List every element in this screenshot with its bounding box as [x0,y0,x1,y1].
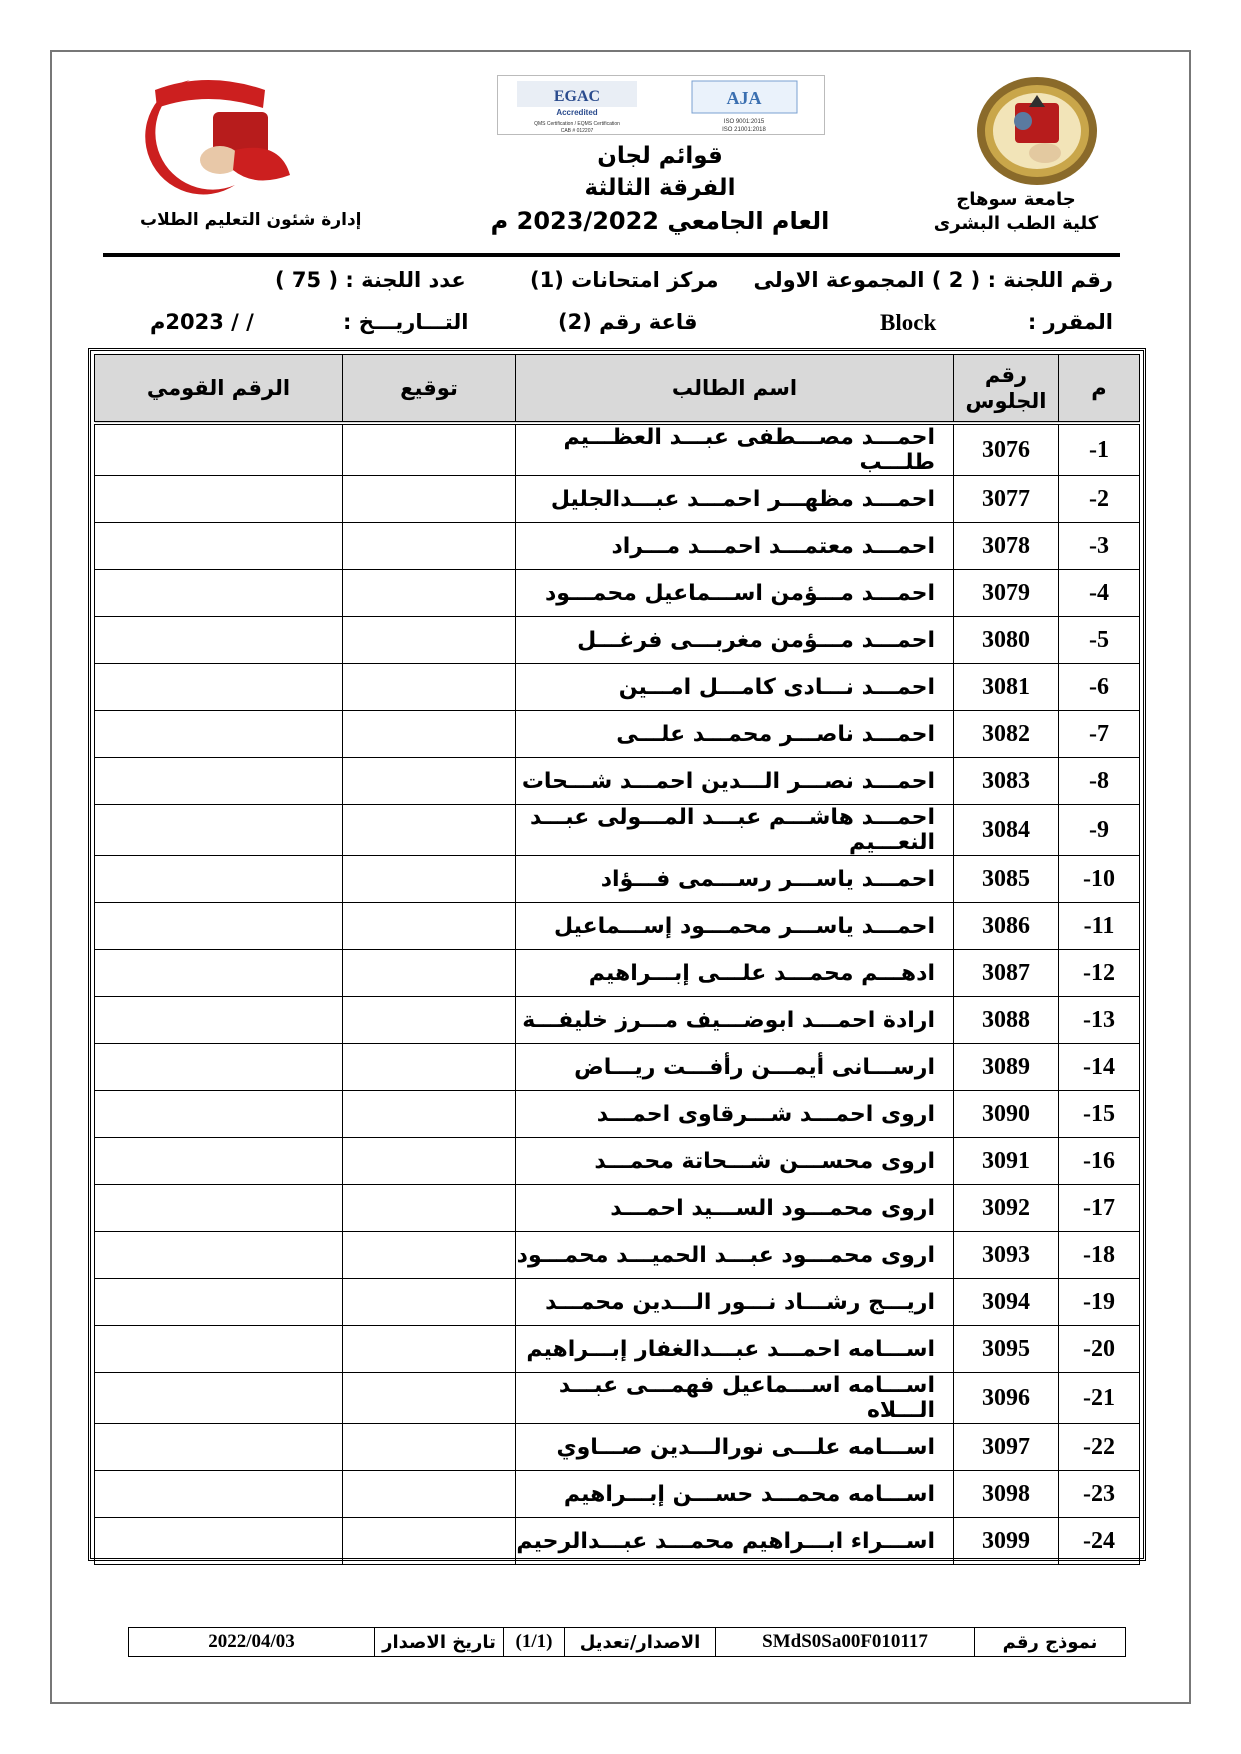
header-national-id: الرقم القومي [95,355,343,424]
row-student-name: احمـــد مـــؤمن اســـماعيل محمـــود [516,570,954,617]
row-serial: 10- [1059,856,1140,903]
table-row [95,758,1140,805]
row-national-id-cell[interactable] [95,758,343,805]
row-national-id-cell[interactable] [95,997,343,1044]
row-seat-number: 3084 [954,805,1059,856]
course-label: المقرر : [1027,310,1113,334]
table-row [95,1326,1140,1373]
row-student-name: اروى احمـــد شـــرقاوى احمـــد [516,1091,954,1138]
table-row [95,1518,1140,1565]
row-serial: 3- [1059,523,1140,570]
row-signature-cell[interactable] [343,664,516,711]
row-seat-number: 3079 [954,570,1059,617]
row-signature-cell[interactable] [343,523,516,570]
row-serial: 7- [1059,711,1140,758]
row-signature-cell[interactable] [343,805,516,856]
row-student-name: ارادة احمـــد ابوضـــيف مـــرز خليفـــة [516,997,954,1044]
row-student-name: اروى محمـــود الســـيد احمـــد [516,1185,954,1232]
table-row [95,476,1140,523]
row-seat-number: 3088 [954,997,1059,1044]
row-student-name: احمـــد مظهـــر احمـــد عبـــدالجليل [516,476,954,523]
form-footer [128,1627,1126,1657]
issue-date-label: تاريخ الاصدار [374,1628,503,1656]
table-row [95,856,1140,903]
row-national-id-cell[interactable] [95,950,343,997]
table-row [95,664,1140,711]
issue-value: (1/1) [503,1628,564,1656]
row-signature-cell[interactable] [343,1279,516,1326]
row-national-id-cell[interactable] [95,903,343,950]
form-number-label: نموذج رقم [974,1628,1125,1656]
row-national-id-cell[interactable] [95,664,343,711]
table-row [95,711,1140,758]
exam-center: مركز امتحانات (1) [530,268,719,292]
row-student-name: اســـامه علـــى نورالـــدين صـــاوي [516,1424,954,1471]
row-student-name: احمـــد هاشـــم عبـــد المـــولى عبـــد النعـــيم [516,805,954,856]
issue-label: الاصدار/تعديل [564,1628,715,1656]
svg-text:CAB # 012207: CAB # 012207 [560,128,594,134]
row-seat-number: 3081 [954,664,1059,711]
date-label: التـــاريـــخ : [343,310,469,334]
row-signature-cell[interactable] [343,950,516,997]
table-row [95,570,1140,617]
table-row [95,1232,1140,1279]
row-national-id-cell[interactable] [95,856,343,903]
header-student-name: اسم الطالب [516,355,954,424]
row-national-id-cell[interactable] [95,1091,343,1138]
row-national-id-cell[interactable] [95,1138,343,1185]
svg-text:AJA: AJA [726,88,762,108]
row-national-id-cell[interactable] [95,570,343,617]
row-seat-number: 3087 [954,950,1059,997]
row-student-name: احمـــد ياســـر محمـــود إســـماعيل [516,903,954,950]
row-student-name: احمـــد ياســـر رســـمى فـــؤاد [516,856,954,903]
row-national-id-cell[interactable] [95,423,343,476]
row-serial: 19- [1059,1279,1140,1326]
table-row [95,617,1140,664]
row-student-name: احمـــد نـــادى كامـــل امـــين [516,664,954,711]
row-seat-number: 3091 [954,1138,1059,1185]
row-seat-number: 3099 [954,1518,1059,1565]
row-seat-number: 3090 [954,1091,1059,1138]
row-national-id-cell[interactable] [95,1373,343,1424]
row-signature-cell[interactable] [343,1044,516,1091]
certification-badges [497,75,825,135]
svg-text:EGAC: EGAC [553,88,601,105]
row-seat-number: 3098 [954,1471,1059,1518]
row-student-name: اســـراء ابـــراهيم محمـــد عبـــدالرحيم [516,1518,954,1565]
row-national-id-cell[interactable] [95,1518,343,1565]
row-national-id-cell[interactable] [95,523,343,570]
table-row [95,1091,1140,1138]
table-row [95,1138,1140,1185]
row-serial: 12- [1059,950,1140,997]
table-header-row [95,355,1140,424]
row-signature-cell[interactable] [343,1471,516,1518]
row-signature-cell[interactable] [343,476,516,523]
header-signature: توقيع [343,355,516,424]
table-row [95,1424,1140,1471]
university-seal [975,75,1100,187]
row-serial: 14- [1059,1044,1140,1091]
row-serial: 13- [1059,997,1140,1044]
table-body [95,423,1140,1565]
table-row [95,1279,1140,1326]
row-serial: 1- [1059,423,1140,476]
row-serial: 16- [1059,1138,1140,1185]
row-seat-number: 3092 [954,1185,1059,1232]
table-row [95,1373,1140,1424]
row-student-name: احمـــد مصـــطفى عبـــد العظـــيم طلـــب [516,423,954,476]
row-signature-cell[interactable] [343,1518,516,1565]
row-seat-number: 3094 [954,1279,1059,1326]
row-national-id-cell[interactable] [95,1326,343,1373]
row-signature-cell[interactable] [343,1373,516,1424]
row-national-id-cell[interactable] [95,711,343,758]
row-serial: 6- [1059,664,1140,711]
row-seat-number: 3085 [954,856,1059,903]
row-serial: 18- [1059,1232,1140,1279]
row-signature-cell[interactable] [343,570,516,617]
row-national-id-cell[interactable] [95,1185,343,1232]
row-signature-cell[interactable] [343,997,516,1044]
table-row [95,805,1140,856]
row-seat-number: 3077 [954,476,1059,523]
row-seat-number: 3095 [954,1326,1059,1373]
row-national-id-cell[interactable] [95,805,343,856]
row-signature-cell[interactable] [343,1424,516,1471]
university-label: جامعة سوهاج [956,189,1076,210]
row-seat-number: 3086 [954,903,1059,950]
row-serial: 2- [1059,476,1140,523]
row-serial: 8- [1059,758,1140,805]
row-serial: 11- [1059,903,1140,950]
students-table-frame [88,348,1146,1561]
row-serial: 9- [1059,805,1140,856]
row-student-name: اروى محمـــود عبـــد الحميـــد محمـــود [516,1232,954,1279]
table-row [95,1185,1140,1232]
row-signature-cell[interactable] [343,1185,516,1232]
row-serial: 17- [1059,1185,1140,1232]
row-student-name: اروى محســـن شـــحاتة محمـــد [516,1138,954,1185]
row-seat-number: 3076 [954,423,1059,476]
row-seat-number: 3078 [954,523,1059,570]
form-code: SMdS0Sa00F010117 [715,1628,974,1656]
row-student-name: ادهـــم محمـــد علـــى إبـــراهيم [516,950,954,997]
row-signature-cell[interactable] [343,758,516,805]
row-national-id-cell[interactable] [95,476,343,523]
hall-number: قاعة رقم (2) [558,310,698,334]
row-student-name: اســـامه اســـماعيل فهمـــى عبـــد الـــلاه [516,1373,954,1424]
row-national-id-cell[interactable] [95,1232,343,1279]
row-serial: 15- [1059,1091,1140,1138]
row-serial: 23- [1059,1471,1140,1518]
table-row [95,950,1140,997]
title-academic-year: العام الجامعي 2023/2022 م [490,207,830,235]
date-value: / / 2023م [150,310,254,334]
issue-date-value: 2022/04/03 [208,1631,295,1652]
table-row [95,423,1140,476]
row-signature-cell[interactable] [343,903,516,950]
row-student-name: ارســـانى أيمـــن رأفـــت ريـــاض [516,1044,954,1091]
row-signature-cell[interactable] [343,423,516,476]
row-seat-number: 3089 [954,1044,1059,1091]
faculty-label: كلية الطب البشرى [933,213,1099,234]
row-signature-cell[interactable] [343,1091,516,1138]
committee-count: عدد اللجنة : ( 75 ) [275,268,466,292]
svg-text:ISO 21001:2018: ISO 21001:2018 [722,127,766,133]
row-seat-number: 3097 [954,1424,1059,1471]
header-serial: م [1059,355,1140,424]
committee-number: رقم اللجنة : ( 2 ) المجموعة الاولى [753,268,1113,292]
row-serial: 21- [1059,1373,1140,1424]
svg-text:Accredited: Accredited [556,108,598,117]
row-student-name: اســـامه محمـــد حســـن إبـــراهيم [516,1471,954,1518]
course-value: Block [880,310,937,335]
row-student-name: احمـــد ناصـــر محمـــد علـــى [516,711,954,758]
row-signature-cell[interactable] [343,1138,516,1185]
row-serial: 24- [1059,1518,1140,1565]
row-signature-cell[interactable] [343,1232,516,1279]
document-titles [470,140,850,238]
row-student-name: احمـــد معتمـــد احمـــد مـــراد [516,523,954,570]
students-table [94,354,1140,1565]
table-row [95,1044,1140,1091]
row-seat-number: 3093 [954,1232,1059,1279]
row-seat-number: 3082 [954,711,1059,758]
row-serial: 20- [1059,1326,1140,1373]
row-student-name: احمـــد مـــؤمن مغربـــى فرغـــل [516,617,954,664]
row-signature-cell[interactable] [343,617,516,664]
table-row [95,523,1140,570]
table-row [95,903,1140,950]
department-label: إدارة شئون التعليم الطلاب [140,210,362,230]
title-year-group: الفرقة الثالثة [584,175,736,201]
row-serial: 22- [1059,1424,1140,1471]
university-name [916,188,1116,236]
row-seat-number: 3083 [954,758,1059,805]
row-student-name: اســـامه احمـــد عبـــدالغفار إبـــراهيم [516,1326,954,1373]
title-committee-lists: قوائم لجان [597,143,723,169]
row-national-id-cell[interactable] [95,1471,343,1518]
row-national-id-cell[interactable] [95,1424,343,1471]
row-serial: 4- [1059,570,1140,617]
row-signature-cell[interactable] [343,711,516,758]
row-national-id-cell[interactable] [95,617,343,664]
row-seat-number: 3096 [954,1373,1059,1424]
row-serial: 5- [1059,617,1140,664]
row-signature-cell[interactable] [343,1326,516,1373]
faculty-logo [115,70,300,195]
row-national-id-cell[interactable] [95,1279,343,1326]
row-seat-number: 3080 [954,617,1059,664]
table-row [95,1471,1140,1518]
svg-text:QMS Certification / EQMS Certi: QMS Certification / EQMS Certification [534,121,620,127]
svg-text:ISO 9001:2015: ISO 9001:2015 [723,119,765,125]
row-student-name: احمـــد نصـــر الـــدين احمـــد شـــحات [516,758,954,805]
table-row [95,997,1140,1044]
row-signature-cell[interactable] [343,856,516,903]
header-divider [103,253,1120,257]
row-national-id-cell[interactable] [95,1044,343,1091]
header-seat-number: رقم الجلوس [954,355,1059,424]
row-student-name: اريـــج رشـــاد نـــور الـــدين محمـــد [516,1279,954,1326]
